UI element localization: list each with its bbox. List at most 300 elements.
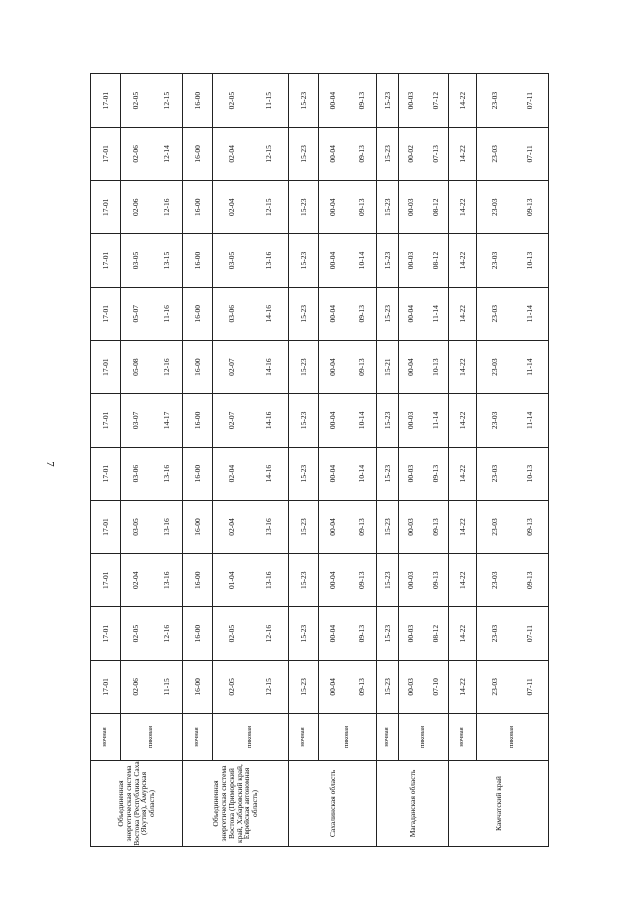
peak-hours-pair xyxy=(213,234,288,286)
zone-label: пиковая xyxy=(319,714,377,761)
night-hours-cell: 16-00 xyxy=(183,287,213,340)
peak-hours-cell xyxy=(399,394,449,447)
peak-hours-cell xyxy=(213,554,289,607)
peak-hours-cell xyxy=(477,74,549,127)
table-row xyxy=(449,74,477,847)
hours-range: 09-13 xyxy=(356,518,366,536)
hours-range: 00-03 xyxy=(406,198,416,216)
hours-range: 00-03 xyxy=(406,678,416,696)
night-hours-cell: 17-01 xyxy=(91,394,121,447)
hours-range: 23-03 xyxy=(489,251,499,270)
peak-hours-cell xyxy=(319,74,377,127)
hours-range: 12-15 xyxy=(264,145,274,163)
hours-range: 00-04 xyxy=(328,145,338,163)
hours-range: 00-04 xyxy=(328,358,338,376)
hours-range: 11-14 xyxy=(525,305,535,323)
night-hours-cell: 15-23 xyxy=(289,554,319,607)
peak-hours-pair xyxy=(399,554,448,606)
peak-hours-pair xyxy=(121,661,182,713)
hours-range: 10-13 xyxy=(525,251,535,270)
hours-range: 07-13 xyxy=(430,145,440,163)
peak-hours-cell xyxy=(121,74,183,127)
night-hours-cell: 14-22 xyxy=(449,127,477,180)
region-name: Магаданская область xyxy=(377,761,449,847)
hours-range: 03-05 xyxy=(131,518,141,536)
night-hours-cell: 17-01 xyxy=(91,607,121,660)
night-hours-cell: 17-01 xyxy=(91,287,121,340)
hours-range: 23-03 xyxy=(489,198,499,216)
hours-range: 13-16 xyxy=(264,571,274,590)
night-hours-cell: 14-22 xyxy=(449,287,477,340)
night-hours-cell: 17-01 xyxy=(91,181,121,234)
peak-hours-pair xyxy=(399,607,448,659)
peak-hours-cell xyxy=(477,554,549,607)
hours-range: 12-16 xyxy=(161,624,171,643)
peak-hours-pair xyxy=(121,448,182,500)
peak-hours-cell xyxy=(399,660,449,713)
peak-hours-cell xyxy=(319,447,377,500)
night-hours-cell: 15-23 xyxy=(289,340,319,393)
peak-hours-cell xyxy=(121,394,183,447)
hours-range: 00-04 xyxy=(328,305,338,323)
hours-range: 09-13 xyxy=(430,518,440,536)
hours-range: 13-16 xyxy=(264,518,274,536)
peak-hours-cell xyxy=(477,181,549,234)
hours-range: 23-03 xyxy=(489,358,499,376)
peak-hours-pair xyxy=(399,288,448,340)
hours-range: 23-03 xyxy=(489,518,499,536)
night-hours-cell: 16-00 xyxy=(183,607,213,660)
hours-range: 09-13 xyxy=(356,571,366,590)
hours-range: 02-07 xyxy=(226,358,236,376)
peak-hours-pair xyxy=(319,394,376,446)
rotated-table-frame xyxy=(90,74,548,847)
zone-label: пиковая xyxy=(477,714,549,761)
peak-hours-cell xyxy=(319,660,377,713)
hours-range: 02-04 xyxy=(226,198,236,216)
hours-range: 00-04 xyxy=(328,624,338,643)
peak-hours-pair xyxy=(319,448,376,500)
peak-hours-cell xyxy=(213,394,289,447)
night-hours-cell: 14-22 xyxy=(449,500,477,553)
peak-hours-pair xyxy=(477,74,548,126)
hours-range: 03-06 xyxy=(131,464,141,483)
peak-hours-cell xyxy=(477,340,549,393)
page-number: 7 xyxy=(44,461,56,467)
region-name: Камчатский край xyxy=(449,761,549,847)
night-hours-cell: 16-00 xyxy=(183,181,213,234)
peak-hours-pair xyxy=(399,661,448,713)
hours-range: 12-16 xyxy=(161,358,171,376)
hours-range: 12-15 xyxy=(264,678,274,696)
table-row xyxy=(213,74,289,847)
peak-hours-pair xyxy=(399,181,448,233)
night-hours-cell: 15-23 xyxy=(377,234,399,287)
hours-range: 02-04 xyxy=(131,571,141,590)
peak-hours-cell xyxy=(121,127,183,180)
hours-range: 09-13 xyxy=(356,145,366,163)
hours-range: 00-03 xyxy=(406,464,416,483)
hours-range: 23-03 xyxy=(489,411,499,430)
peak-hours-pair xyxy=(213,74,288,126)
peak-hours-cell xyxy=(399,447,449,500)
peak-hours-cell xyxy=(319,287,377,340)
peak-hours-pair xyxy=(213,128,288,180)
hours-range: 13-16 xyxy=(264,251,274,270)
peak-hours-pair xyxy=(319,288,376,340)
night-hours-cell: 14-22 xyxy=(449,394,477,447)
hours-range: 11-14 xyxy=(525,411,535,429)
peak-hours-pair xyxy=(399,128,448,180)
night-hours-cell: 14-22 xyxy=(449,181,477,234)
peak-hours-pair xyxy=(213,288,288,340)
hours-range: 23-03 xyxy=(489,464,499,483)
night-hours-cell: 17-01 xyxy=(91,660,121,713)
hours-range: 00-03 xyxy=(406,411,416,430)
hours-range: 01-04 xyxy=(226,571,236,590)
peak-hours-cell xyxy=(399,554,449,607)
peak-hours-cell xyxy=(399,127,449,180)
hours-range: 09-13 xyxy=(525,571,535,590)
hours-range: 10-13 xyxy=(525,464,535,483)
night-hours-cell: 17-01 xyxy=(91,500,121,553)
table-row xyxy=(91,74,121,847)
hours-range: 09-13 xyxy=(356,358,366,376)
peak-hours-cell xyxy=(399,181,449,234)
hours-range: 11-14 xyxy=(430,305,440,323)
night-hours-cell: 16-00 xyxy=(183,127,213,180)
peak-hours-pair xyxy=(121,181,182,233)
peak-hours-cell xyxy=(213,234,289,287)
peak-hours-pair xyxy=(477,661,548,713)
hours-range: 00-04 xyxy=(406,305,416,323)
peak-hours-cell xyxy=(213,340,289,393)
peak-hours-pair xyxy=(399,341,448,393)
hours-range: 00-03 xyxy=(406,624,416,643)
peak-hours-cell xyxy=(213,181,289,234)
zone-label: ночная xyxy=(289,714,319,761)
hours-range: 09-13 xyxy=(430,464,440,483)
night-hours-cell: 14-22 xyxy=(449,554,477,607)
zone-label: ночная xyxy=(91,714,121,761)
peak-hours-cell xyxy=(399,234,449,287)
peak-hours-pair xyxy=(121,394,182,446)
night-hours-cell: 15-23 xyxy=(289,500,319,553)
peak-hours-pair xyxy=(319,607,376,659)
table-row xyxy=(399,74,449,847)
hours-range: 00-04 xyxy=(328,518,338,536)
peak-hours-cell xyxy=(213,660,289,713)
table-body xyxy=(91,74,549,847)
hours-range: 14-16 xyxy=(264,305,274,323)
night-hours-cell: 15-23 xyxy=(289,74,319,127)
night-hours-cell: 15-23 xyxy=(377,74,399,127)
peak-hours-pair xyxy=(477,234,548,286)
peak-hours-pair xyxy=(121,74,182,126)
zone-label: ночная xyxy=(377,714,399,761)
table-row xyxy=(183,74,213,847)
peak-hours-cell xyxy=(399,500,449,553)
hours-range: 09-13 xyxy=(525,518,535,536)
peak-hours-pair xyxy=(213,554,288,606)
peak-hours-cell xyxy=(121,607,183,660)
hours-range: 03-06 xyxy=(226,305,236,323)
night-hours-cell: 15-23 xyxy=(289,127,319,180)
peak-hours-pair xyxy=(319,234,376,286)
zone-label: ночная xyxy=(183,714,213,761)
table-row xyxy=(289,74,319,847)
hours-range: 02-04 xyxy=(226,518,236,536)
table-row xyxy=(477,74,549,847)
hours-range: 11-14 xyxy=(525,358,535,376)
peak-hours-cell xyxy=(121,554,183,607)
night-hours-cell: 16-00 xyxy=(183,234,213,287)
hours-range: 09-13 xyxy=(356,624,366,643)
hours-range: 07-11 xyxy=(525,624,535,643)
night-hours-cell: 16-00 xyxy=(183,660,213,713)
hours-range: 11-15 xyxy=(161,678,171,696)
hours-range: 09-13 xyxy=(356,305,366,323)
peak-hours-cell xyxy=(213,74,289,127)
peak-hours-pair xyxy=(319,74,376,126)
peak-hours-pair xyxy=(477,181,548,233)
hours-range: 14-16 xyxy=(264,411,274,430)
peak-hours-pair xyxy=(477,341,548,393)
peak-hours-pair xyxy=(477,128,548,180)
peak-hours-pair xyxy=(213,448,288,500)
hours-range: 12-15 xyxy=(264,198,274,216)
night-hours-cell: 15-23 xyxy=(289,287,319,340)
hours-range: 09-13 xyxy=(525,198,535,216)
peak-hours-cell xyxy=(319,394,377,447)
tariff-zones-table xyxy=(90,73,549,847)
night-hours-cell: 14-22 xyxy=(449,660,477,713)
hours-range: 09-13 xyxy=(356,198,366,216)
hours-range: 12-16 xyxy=(161,198,171,216)
hours-range: 00-04 xyxy=(328,91,338,110)
peak-hours-cell xyxy=(213,607,289,660)
peak-hours-pair xyxy=(319,554,376,606)
hours-range: 08-12 xyxy=(430,251,440,270)
peak-hours-pair xyxy=(477,554,548,606)
night-hours-cell: 15-23 xyxy=(289,660,319,713)
peak-hours-cell xyxy=(319,500,377,553)
hours-range: 07-11 xyxy=(525,678,535,696)
table-row xyxy=(319,74,377,847)
hours-range: 09-13 xyxy=(430,571,440,590)
peak-hours-pair xyxy=(399,448,448,500)
hours-range: 13-16 xyxy=(161,571,171,590)
hours-range: 03-07 xyxy=(131,411,141,430)
peak-hours-cell xyxy=(399,287,449,340)
peak-hours-cell xyxy=(121,447,183,500)
hours-range: 13-16 xyxy=(161,518,171,536)
hours-range: 02-06 xyxy=(131,198,141,216)
hours-range: 03-05 xyxy=(226,251,236,270)
peak-hours-cell xyxy=(319,181,377,234)
peak-hours-pair xyxy=(319,661,376,713)
peak-hours-cell xyxy=(477,127,549,180)
hours-range: 07-10 xyxy=(430,678,440,696)
hours-range: 05-08 xyxy=(131,358,141,376)
night-hours-cell: 14-22 xyxy=(449,340,477,393)
night-hours-cell: 14-22 xyxy=(449,447,477,500)
hours-range: 10-13 xyxy=(430,358,440,376)
hours-range: 11-16 xyxy=(161,305,171,323)
zone-label: пиковая xyxy=(399,714,449,761)
table-row xyxy=(121,74,183,847)
peak-hours-pair xyxy=(477,607,548,659)
hours-range: 23-03 xyxy=(489,624,499,643)
hours-range: 00-04 xyxy=(328,198,338,216)
hours-range: 09-13 xyxy=(356,678,366,696)
peak-hours-cell xyxy=(121,234,183,287)
peak-hours-pair xyxy=(213,607,288,659)
night-hours-cell: 16-00 xyxy=(183,74,213,127)
peak-hours-cell xyxy=(213,447,289,500)
night-hours-cell: 17-01 xyxy=(91,234,121,287)
hours-range: 07-11 xyxy=(525,145,535,163)
region-name: Объединенная энергетическая система Востока (Приморский край, Хабаровский край, Еврейская автономная область) xyxy=(183,761,289,847)
peak-hours-pair xyxy=(121,554,182,606)
zone-label: ночная xyxy=(449,714,477,761)
hours-range: 23-03 xyxy=(489,305,499,323)
peak-hours-pair xyxy=(477,448,548,500)
hours-range: 08-12 xyxy=(430,198,440,216)
peak-hours-pair xyxy=(399,394,448,446)
peak-hours-pair xyxy=(477,394,548,446)
region-name: Сахалинская область xyxy=(289,761,377,847)
night-hours-cell: 15-23 xyxy=(289,447,319,500)
hours-range: 11-14 xyxy=(430,411,440,429)
night-hours-cell: 15-23 xyxy=(377,287,399,340)
night-hours-cell: 15-23 xyxy=(289,181,319,234)
peak-hours-cell xyxy=(399,607,449,660)
night-hours-cell: 16-00 xyxy=(183,340,213,393)
peak-hours-pair xyxy=(121,501,182,553)
peak-hours-cell xyxy=(121,181,183,234)
peak-hours-cell xyxy=(213,127,289,180)
peak-hours-cell xyxy=(319,340,377,393)
peak-hours-cell xyxy=(319,234,377,287)
night-hours-cell: 15-23 xyxy=(377,500,399,553)
peak-hours-pair xyxy=(319,181,376,233)
peak-hours-cell xyxy=(477,287,549,340)
hours-range: 23-03 xyxy=(489,91,499,110)
peak-hours-pair xyxy=(121,341,182,393)
night-hours-cell: 14-22 xyxy=(449,607,477,660)
night-hours-cell: 16-00 xyxy=(183,500,213,553)
peak-hours-cell xyxy=(477,660,549,713)
hours-range: 02-04 xyxy=(226,145,236,163)
peak-hours-pair xyxy=(213,341,288,393)
night-hours-cell: 15-23 xyxy=(289,394,319,447)
hours-range: 02-06 xyxy=(131,145,141,163)
night-hours-cell: 14-22 xyxy=(449,234,477,287)
peak-hours-cell xyxy=(399,74,449,127)
hours-range: 02-05 xyxy=(226,91,236,110)
hours-range: 14-17 xyxy=(161,411,171,430)
hours-range: 00-04 xyxy=(328,678,338,696)
hours-range: 02-05 xyxy=(226,624,236,643)
peak-hours-pair xyxy=(213,394,288,446)
table-row xyxy=(377,74,399,847)
night-hours-cell: 15-23 xyxy=(377,554,399,607)
peak-hours-cell xyxy=(121,287,183,340)
hours-range: 00-04 xyxy=(328,251,338,270)
hours-range: 23-03 xyxy=(489,145,499,163)
zone-label: пиковая xyxy=(213,714,289,761)
hours-range: 00-04 xyxy=(328,411,338,430)
region-name: Объединенная энергетическая система Востока (Республика Саха (Якутия), Амурская область) xyxy=(91,761,183,847)
peak-hours-pair xyxy=(213,181,288,233)
night-hours-cell: 15-23 xyxy=(377,660,399,713)
peak-hours-cell xyxy=(477,394,549,447)
hours-range: 10-14 xyxy=(356,251,366,270)
peak-hours-cell xyxy=(319,554,377,607)
night-hours-cell: 15-23 xyxy=(289,234,319,287)
hours-range: 12-14 xyxy=(161,145,171,163)
peak-hours-cell xyxy=(399,340,449,393)
hours-range: 00-03 xyxy=(406,251,416,270)
night-hours-cell: 17-01 xyxy=(91,74,121,127)
peak-hours-pair xyxy=(477,288,548,340)
peak-hours-pair xyxy=(121,234,182,286)
night-hours-cell: 15-23 xyxy=(377,127,399,180)
peak-hours-pair xyxy=(399,501,448,553)
night-hours-cell: 15-23 xyxy=(289,607,319,660)
zone-label: пиковая xyxy=(121,714,183,761)
hours-range: 23-03 xyxy=(489,678,499,696)
night-hours-cell: 15-21 xyxy=(377,340,399,393)
hours-range: 10-14 xyxy=(356,411,366,430)
hours-range: 02-05 xyxy=(131,624,141,643)
night-hours-cell: 15-23 xyxy=(377,447,399,500)
hours-range: 02-05 xyxy=(226,678,236,696)
hours-range: 07-11 xyxy=(525,91,535,110)
night-hours-cell: 16-00 xyxy=(183,554,213,607)
hours-range: 02-06 xyxy=(131,678,141,696)
peak-hours-pair xyxy=(213,661,288,713)
peak-hours-pair xyxy=(213,501,288,553)
hours-range: 02-05 xyxy=(131,91,141,110)
night-hours-cell: 17-01 xyxy=(91,340,121,393)
night-hours-cell: 16-00 xyxy=(183,394,213,447)
peak-hours-pair xyxy=(121,128,182,180)
night-hours-cell: 17-01 xyxy=(91,127,121,180)
peak-hours-cell xyxy=(477,447,549,500)
hours-range: 13-15 xyxy=(161,251,171,270)
night-hours-cell: 15-23 xyxy=(377,181,399,234)
peak-hours-pair xyxy=(319,128,376,180)
hours-range: 13-16 xyxy=(161,464,171,483)
night-hours-cell: 15-23 xyxy=(377,394,399,447)
peak-hours-cell xyxy=(213,287,289,340)
peak-hours-pair xyxy=(121,607,182,659)
night-hours-cell: 14-22 xyxy=(449,74,477,127)
hours-range: 00-03 xyxy=(406,571,416,590)
peak-hours-pair xyxy=(399,74,448,126)
hours-range: 00-04 xyxy=(406,358,416,376)
hours-range: 00-04 xyxy=(328,571,338,590)
night-hours-cell: 16-00 xyxy=(183,447,213,500)
hours-range: 14-16 xyxy=(264,464,274,483)
peak-hours-cell xyxy=(121,660,183,713)
hours-range: 08-12 xyxy=(430,624,440,643)
hours-range: 12-15 xyxy=(161,91,171,110)
hours-range: 05-07 xyxy=(131,305,141,323)
peak-hours-pair xyxy=(319,341,376,393)
